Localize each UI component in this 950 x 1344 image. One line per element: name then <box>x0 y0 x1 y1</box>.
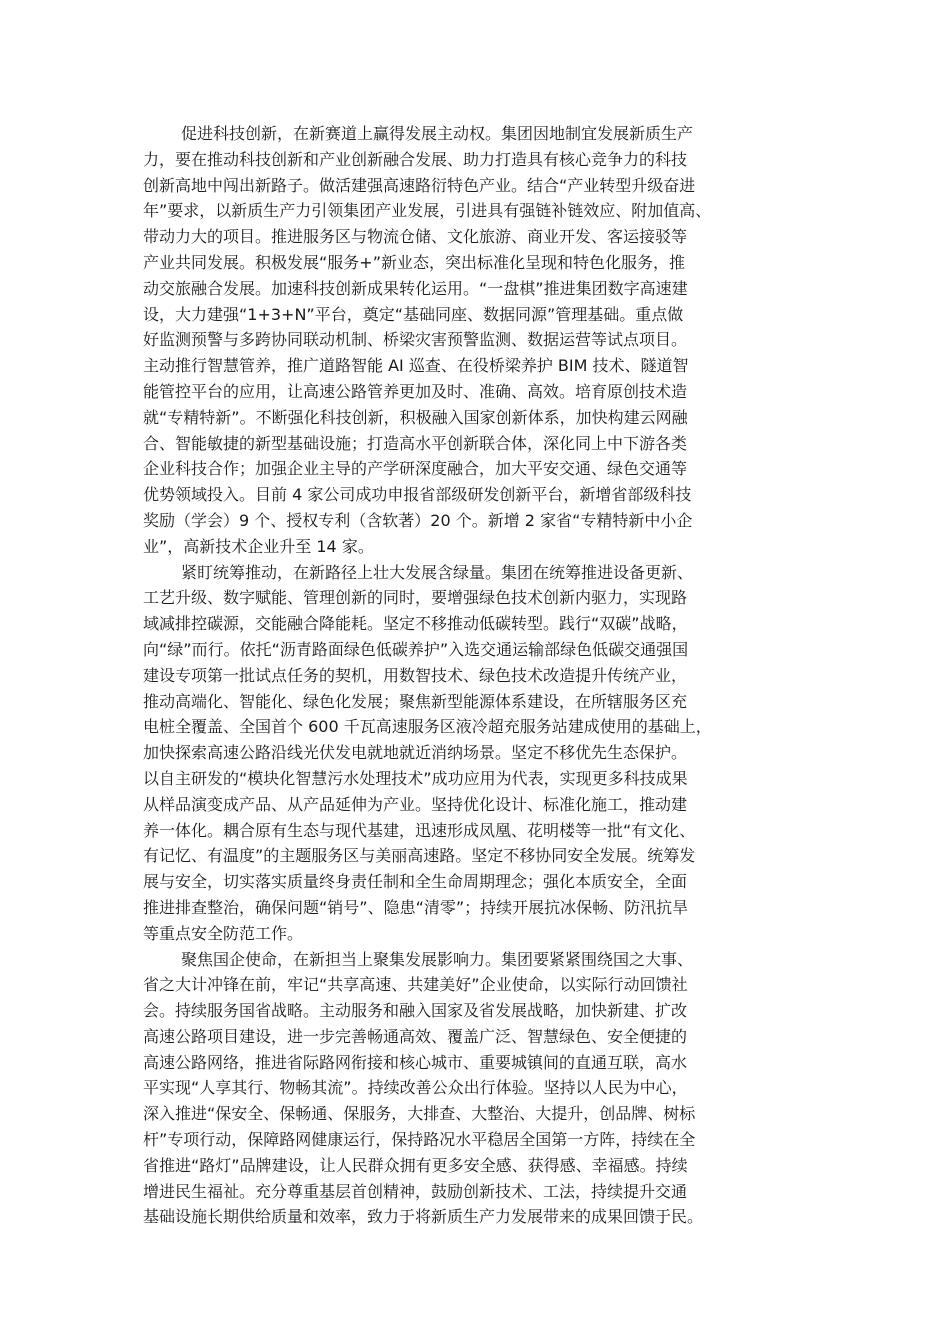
document-body <box>143 121 815 1230</box>
paragraph-green-development <box>143 560 815 947</box>
text-line: 有记忆、有温度”的主题服务区与美丽高速路。坚定不移协同安全发展。统筹发 <box>143 846 696 866</box>
text-line: 养一体化。耦合原有生态与现代基建，迅速形成凤凰、花明楼等一批“有文化、 <box>143 820 696 840</box>
text-line: 会。持续服务国省战略。主动服务和融入国家及省发展战略，加快新建、扩改 <box>143 1001 688 1021</box>
text-line: 展与安全，切实落实质量终身责任制和全生命周期理念；强化本质安全，全面 <box>143 872 688 892</box>
text-line: 加快探索高速公路沿线光伏发电就地就近消纳场景。坚定不移优先生态保护。 <box>143 743 688 763</box>
text-line: 杆”专项行动，保障路网健康运行，保持路况水平稳居全国第一方阵，持续在全 <box>143 1130 696 1150</box>
text-line: 以自主研发的“模块化智慧污水处理技术”成功应用为代表，实现更多科技成果 <box>143 768 688 788</box>
text-line: 企业科技合作；加强企业主导的产学研深度融合，加大平安交通、绿色交通等 <box>143 459 688 479</box>
text-line: 能管控平台的应用，让高速公路管养更加及时、准确、高效。培育原创技术造 <box>143 381 688 401</box>
text-line: 设，大力建强“1+3+N”平台，奠定“基础同座、数据同源”管理基础。重点做 <box>143 304 684 324</box>
text-line: 工艺升级、数字赋能、管理创新的同时，要增强绿色技术创新内驱力，实现路 <box>143 588 688 608</box>
text-line: 建设专项第一批试点任务的契机，用数智技术、绿色技术改造提升传统产业， <box>143 665 688 685</box>
text-line: 合、智能敏捷的新型基础设施；打造高水平创新联合体，深化同上中下游各类 <box>143 433 688 453</box>
text-line: 促进科技创新，在新赛道上赢得发展主动权。集团因地制宜发展新质生产 <box>181 124 694 143</box>
text-line: 高速公路项目建设，进一步完善畅通高效、覆盖广泛、智慧绿色、安全便捷的 <box>143 1026 688 1046</box>
text-line: 推动高端化、智能化、绿色化发展；聚焦新型能源体系建设，在所辖服务区充 <box>143 691 688 711</box>
text-line: 带动力大的项目。推进服务区与物流仓储、文化旅游、商业开发、客运接驳等 <box>143 227 688 247</box>
text-line: 产业共同发展。积极发展“服务+”新业态，突出标准化呈现和特色化服务，推 <box>143 252 685 272</box>
text-line: 等重点安全防范工作。 <box>143 923 304 943</box>
text-line: 优势领域投入。目前 4 家公司成功申报省部级研发创新平台，新增省部级科技 <box>143 485 692 505</box>
text-line: 主动推行智慧管养，推广道路智能 AI 巡查、在役桥梁养护 BIM 技术、隧道智 <box>143 356 689 376</box>
text-line: 动交旅融合发展。加速科技创新成果转化运用。“一盘棋”推进集团数字高速建 <box>143 278 688 298</box>
paragraph-technology-innovation <box>143 121 815 560</box>
text-line: 奖励（学会）9 个、授权专利（含软著）20 个。新增 2 家省“专精特新中小企 <box>143 510 693 530</box>
text-line: 域减排控碳源，交能融合降能耗。坚定不移推动低碳转型。践行“双碳”战略， <box>143 614 688 634</box>
text-line: 力，要在推动科技创新和产业创新融合发展、助力打造具有核心竞争力的科技 <box>143 149 688 169</box>
text-line: 增进民生福祉。充分尊重基层首创精神，鼓励创新技术、工法，持续提升交通 <box>143 1181 688 1201</box>
text-line: 向“绿”而行。依托“沥青路面绿色低碳养护”入选交通运输部绿色低碳交通强国 <box>143 639 689 659</box>
paragraph-soe-mission <box>143 947 815 1231</box>
text-line: 推进排查整治，确保问题“销号”、隐患“清零”；持续开展抗冰保畅、防汛抗旱 <box>143 897 689 917</box>
text-line: 聚焦国企使命，在新担当上聚集发展影响力。集团要紧紧围绕国之大事、 <box>181 949 694 969</box>
text-line: 高速公路网络，推进省际路网衔接和核心城市、重要城镇间的直通互联，高水 <box>143 1052 688 1072</box>
text-line: 基础设施长期供给质量和效率，致力于将新质生产力发展带来的成果回馈于民。 <box>143 1207 704 1227</box>
text-line: 紧盯统筹推动，在新路径上壮大发展含绿量。集团在统筹推进设备更新、 <box>181 562 694 582</box>
text-line: 省之大计冲锋在前，牢记“共享高速、共建美好”企业使命，以实际行动回馈社 <box>143 975 688 995</box>
text-line: 省推进“路灯”品牌建设，让人民群众拥有更多安全感、获得感、幸福感。持续 <box>143 1155 688 1175</box>
text-line: 创新高地中闯出新路子。做活建强高速路衍特色产业。结合“产业转型升级奋进 <box>143 175 696 195</box>
text-line: 业”，高新技术企业升至 14 家。 <box>143 536 374 556</box>
text-line: 平实现“人享其行、物畅其流”。持续改善公众出行体验。坚持以人民为中心， <box>143 1078 688 1098</box>
text-line: 从样品演变成产品、从产品延伸为产业。坚持优化设计、标准化施工，推动建 <box>143 794 688 814</box>
text-line: 好监测预警与多跨协同联动机制、桥梁灾害预警监测、数据运营等试点项目。 <box>143 330 688 350</box>
text-line: 电桩全覆盖、全国首个 600 千瓦高速服务区液冷超充服务站建成使用的基础上， <box>143 717 712 737</box>
text-line: 就“专精特新”。不断强化科技创新，积极融入国家创新体系，加快构建云网融 <box>143 407 688 427</box>
text-line: 年”要求，以新质生产力引领集团产业发展，引进具有强链补链效应、附加值高、 <box>143 201 712 221</box>
text-line: 深入推进“保安全、保畅通、保服务，大排查、大整治、大提升，创品牌、树标 <box>143 1104 696 1124</box>
